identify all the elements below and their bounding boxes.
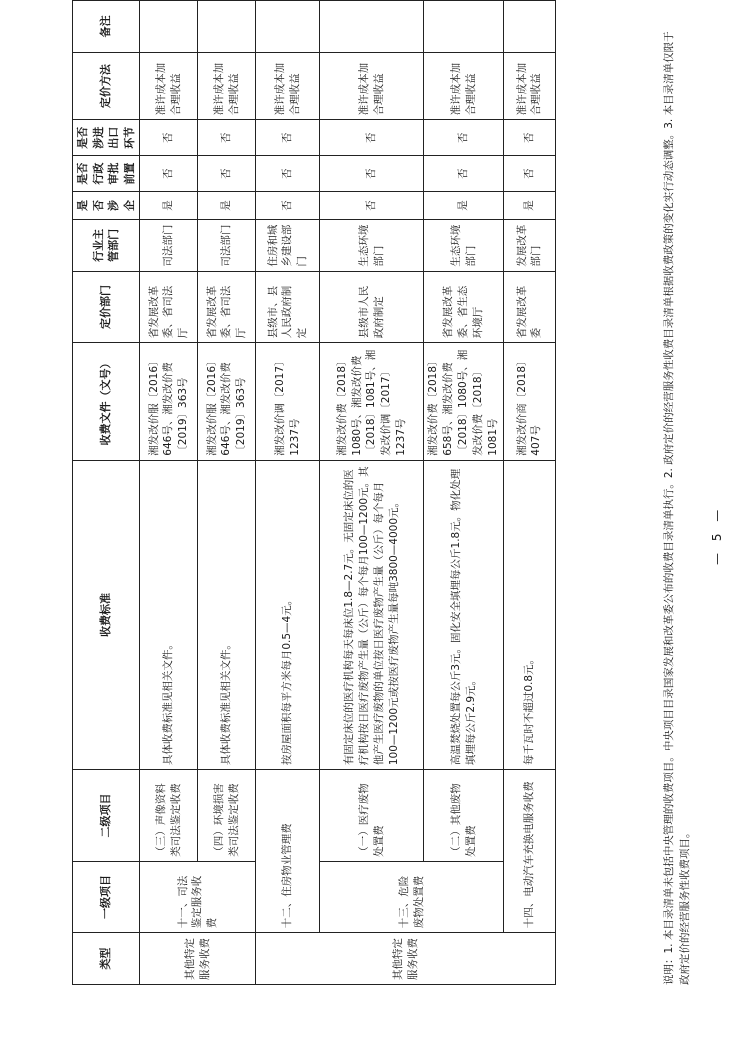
level1-cell: 十一、司法鉴定服务收费 (140, 861, 256, 933)
standard-cell: 具体收费标准见相关文件。 (198, 460, 256, 769)
approval-cell: 否 (198, 156, 256, 192)
import-cell: 否 (424, 120, 504, 156)
file-cell: 湘发改价服〔2016〕646号、湘发改价费〔2019〕363号 (140, 343, 198, 460)
table-row (424, 1, 504, 985)
approval-cell: 否 (320, 156, 424, 192)
standard-cell: 具体收费标准见相关文件。 (140, 460, 198, 769)
method-cell: 准许成本加合理收益 (140, 52, 198, 120)
approval-cell: 否 (140, 156, 198, 192)
remark-cell (320, 1, 424, 53)
industry-cell: 生态环境部门 (424, 219, 504, 271)
header-industry: 行业主管部门 (73, 219, 140, 271)
method-cell: 准许成本加合理收益 (503, 52, 555, 120)
file-cell: 湘发改价调〔2017〕1237号 (256, 343, 320, 460)
level2-cell: （二）其他废物处置费 (424, 770, 504, 862)
method-cell: 准许成本加合理收益 (198, 52, 256, 120)
file-cell: 湘发改价费〔2018〕1080号、湘发改价费〔2018〕1081号、湘发改价调〔2017〕1237号 (320, 343, 424, 460)
remark-cell (424, 1, 504, 53)
standard-cell: 有固定床位的医疗机构每天每床位1.8—2.7元。无固定床位的医疗机构按日医疗废物产生量（公斤）每个每月100—1200元。其他产生医疗废物的单位按日医疗废物产生量（公斤）每个每月100—1200元或按医疗废物产生量每吨3800—4000元。 (320, 460, 424, 769)
level1-cell: 十二、住房物业管理费 (256, 770, 320, 933)
table-row (256, 1, 320, 985)
header-remark: 备注 (73, 1, 140, 53)
standard-cell: 每千瓦时不超过0.8元。 (503, 460, 555, 769)
industry-cell: 司法部门 (198, 219, 256, 271)
enterprise-cell: 是 (140, 192, 198, 220)
enterprise-cell: 是 (503, 192, 555, 220)
header-method: 定价方法 (73, 52, 140, 120)
remark-cell (198, 1, 256, 53)
enterprise-cell: 是 (424, 192, 504, 220)
level1-cell: 十三、危险废物处置费 (320, 861, 504, 933)
method-cell: 准许成本加合理收益 (320, 52, 424, 120)
approval-cell: 否 (256, 156, 320, 192)
level2-cell: （四）环境损害类司法鉴定收费 (198, 770, 256, 862)
enterprise-cell: 是 (198, 192, 256, 220)
industry-cell: 发展改革部门 (503, 219, 555, 271)
header-file: 收费文件（文号） (73, 343, 140, 460)
import-cell: 否 (320, 120, 424, 156)
dept-cell: 省发展改革委、省司法厅 (140, 271, 198, 343)
level2-cell: （一）医疗废物处置费 (320, 770, 424, 862)
import-cell: 否 (503, 120, 555, 156)
header-standard: 收费标准 (73, 460, 140, 769)
level2-cell: （三）声像资料类司法鉴定收费 (140, 770, 198, 862)
method-cell: 准许成本加合理收益 (424, 52, 504, 120)
header-enterprise: 是否涉企 (73, 192, 140, 220)
industry-cell: 住房和城乡建设部门 (256, 219, 320, 271)
notes-text: 说明：1. 本目录清单未包括中央管理的收费项目。中央项目目录国家发展和改革委公布的收费目录清单执行。2. 政府定价的经营服务性收费目录清单根据收费政策的变化实行动态调整。3. 本目录清单仅限于政府定价的经营服务性收费项目。 (663, 31, 691, 985)
approval-cell: 否 (424, 156, 504, 192)
page-number: — 5 — (710, 505, 724, 565)
method-cell: 准许成本加合理收益 (256, 52, 320, 120)
header-type: 类型 (73, 933, 140, 985)
table-row (503, 1, 555, 985)
type-cell: 其他特定服务收费 (256, 933, 556, 985)
header-approval: 是否行政审批前置 (73, 156, 140, 192)
enterprise-cell: 否 (256, 192, 320, 220)
table-row (198, 1, 256, 985)
fee-table (72, 0, 556, 985)
file-cell: 湘发改价商〔2018〕407号 (503, 343, 555, 460)
header-dept: 定价部门 (73, 271, 140, 343)
level1-cell: 十四、电动汽车充换电服务收费 (503, 770, 555, 933)
remark-cell (140, 1, 198, 53)
enterprise-cell: 否 (320, 192, 424, 220)
remark-cell (256, 1, 320, 53)
dept-cell: 县级市人民政府制定 (320, 271, 424, 343)
standard-cell: 高温焚烧处置每公斤3元。固化安全填埋每公斤1.8元。物化处理填埋每公斤2.9元。 (424, 460, 504, 769)
import-cell: 否 (198, 120, 256, 156)
remark-cell (503, 1, 555, 53)
import-cell: 否 (256, 120, 320, 156)
approval-cell: 否 (503, 156, 555, 192)
dept-cell: 县级市、县人民政府制定 (256, 271, 320, 343)
file-cell: 湘发改价服〔2016〕646号、湘发改价费〔2019〕363号 (198, 343, 256, 460)
type-cell: 其他特定服务收费 (140, 933, 256, 985)
dept-cell: 省发展改革委、省司法厅 (198, 271, 256, 343)
import-cell: 否 (140, 120, 198, 156)
table-row (320, 1, 424, 985)
header-row (73, 1, 140, 985)
header-import: 是否涉进出口环节 (73, 120, 140, 156)
industry-cell: 司法部门 (140, 219, 198, 271)
table-row (140, 1, 198, 985)
file-cell: 湘发改价费〔2018〕658号、湘发改价费〔2018〕1080号、湘发改价费〔2018〕1081号 (424, 343, 504, 460)
standard-cell: 按房屋面积每平方米每月0.5—4元。 (256, 460, 320, 769)
header-level1: 一级项目 (73, 861, 140, 933)
header-level2: 二级项目 (73, 770, 140, 862)
dept-cell: 省发展改革委 (503, 271, 555, 343)
industry-cell: 生态环境部门 (320, 219, 424, 271)
dept-cell: 省发展改革委、省生态环境厅 (424, 271, 504, 343)
